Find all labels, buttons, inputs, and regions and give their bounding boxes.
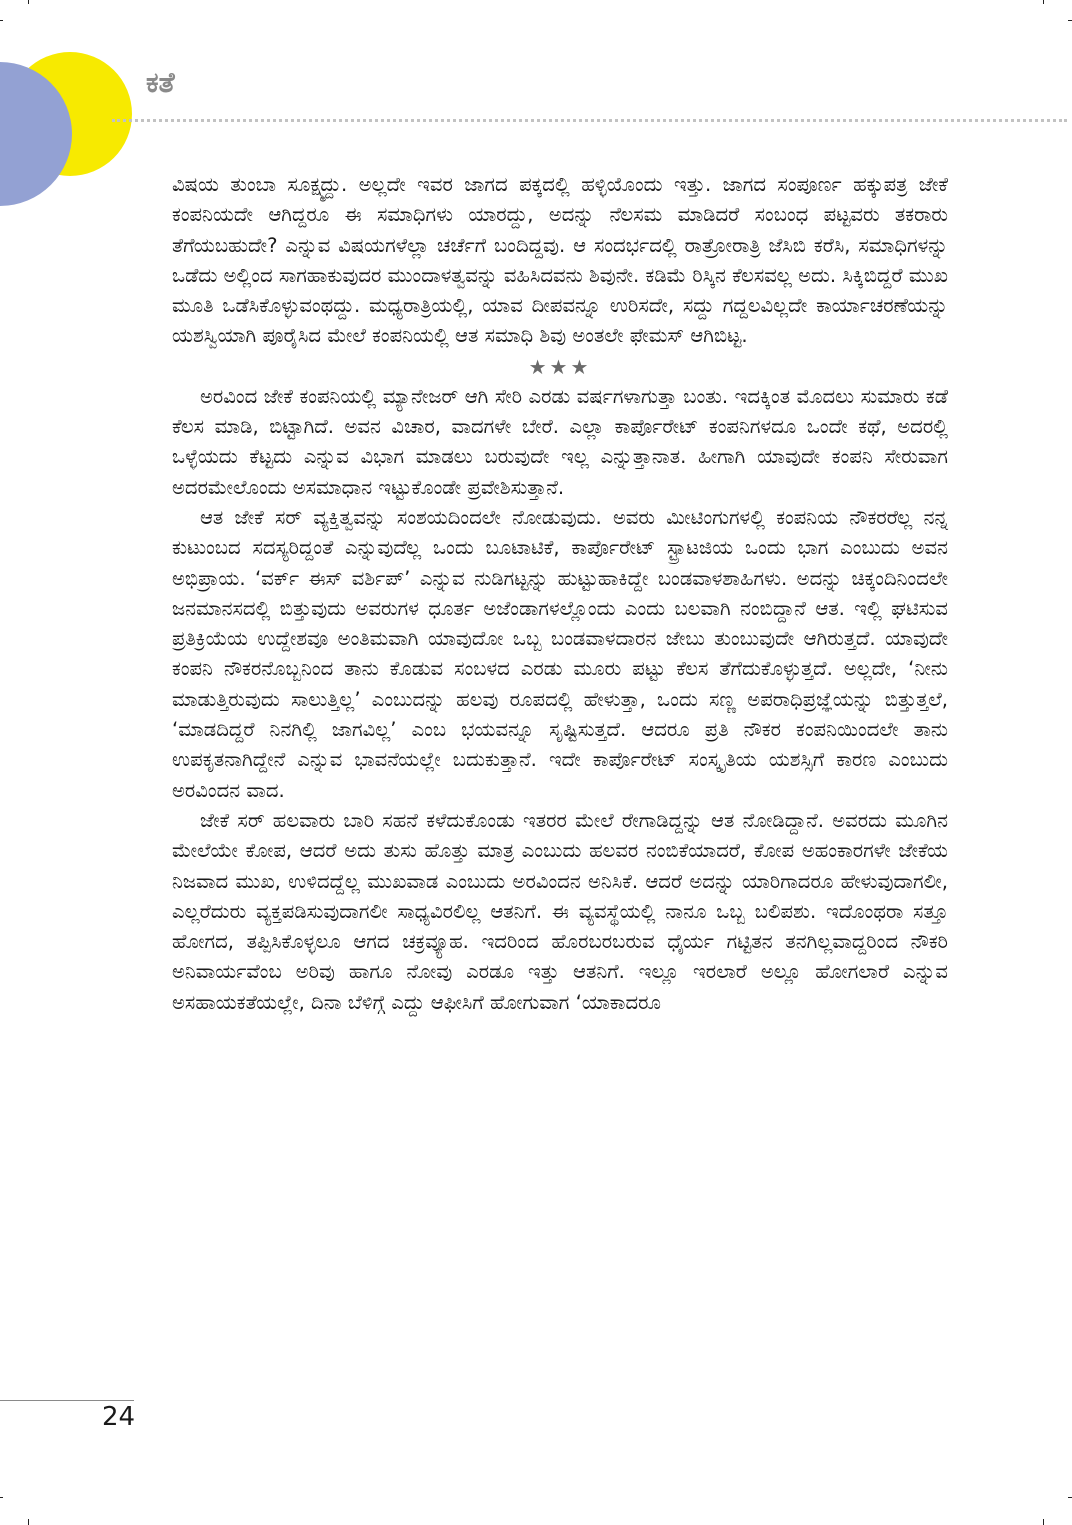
page-number: 24	[102, 1402, 136, 1432]
crop-mark	[1043, 1519, 1044, 1525]
crop-mark	[1068, 1497, 1072, 1498]
footer-rule	[0, 1400, 134, 1401]
crop-mark	[28, 1519, 29, 1525]
article-paragraph: ಜೇಕೆ ಸರ್ ಹಲವಾರು ಬಾರಿ ಸಹನೆ ಕಳೆದುಕೊಂಡು ಇತರರ ಮೇಲೆ ರೇಗಾಡಿದ್ದನ್ನು ಆತ ನೋಡಿದ್ದಾನೆ. ಅವರದು ಮೂಗಿನ ಮೇಲೆಯೇ ಕೋಪ, ಆದರೆ ಅದು ತುಸು ಹೊತ್ತು ಮಾತ್ರ ಎಂಬುದು ಹಲವರ ನಂಬಿಕೆಯಾದರೆ, ಕೋಪ ಅಹಂಕಾರಗಳೇ ಜೇಕೆಯ ನಿಜವಾದ ಮುಖ, ಉಳಿದದ್ದೆಲ್ಲ ಮುಖವಾಡ ಎಂಬುದು ಅರವಿಂದನ ಅನಿಸಿಕೆ. ಆದರೆ ಅದನ್ನು ಯಾರಿಗಾದರೂ ಹೇಳುವುದಾಗಲೀ, ಎಲ್ಲರೆದುರು ವ್ಯಕ್ತಪಡಿಸುವುದಾಗಲೀ ಸಾಧ್ಯವಿರಲಿಲ್ಲ ಆತನಿಗೆ. ಈ ವ್ಯವಸ್ಥೆಯಲ್ಲಿ ನಾನೂ ಒಬ್ಬ ಬಲಿಪಶು. ಇದೊಂಥರಾ ಸತ್ತೂ ಹೋಗದ, ತಪ್ಪಿಸಿಕೊಳ್ಳಲೂ ಆಗದ ಚಕ್ರವ್ಯೂಹ. ಇದರಿಂದ ಹೊರಬರಬರುವ ಧೈರ್ಯ ಗಟ್ಟಿತನ ತನಗಿಲ್ಲವಾದ್ದರಿಂದ ನೌಕರಿ ಅನಿವಾರ್ಯವೆಂಬ ಅರಿವು ಹಾಗೂ ನೋವು ಎರಡೂ ಇತ್ತು ಆತನಿಗೆ. ಇಲ್ಲೂ ಇರಲಾರೆ ಅಲ್ಲೂ ಹೋಗಲಾರೆ ಎನ್ನುವ ಅಸಹಾಯಕತೆಯಲ್ಲೇ, ದಿನಾ ಬೆಳಿಗ್ಗೆ ಎದ್ದು ಆಫೀಸಿಗೆ ಹೋಗುವಾಗ ‘ಯಾಕಾದರೂ	[172, 808, 948, 1014]
article-paragraph: ವಿಷಯ ತುಂಬಾ ಸೂಕ್ಷ್ಮದ್ದು. ಅಲ್ಲದೇ ಇವರ ಜಾಗದ ಪಕ್ಕದಲ್ಲಿ ಹಳ್ಳಿಯೊಂದು ಇತ್ತು. ಜಾಗದ ಸಂಪೂರ್ಣ ಹಕ್ಕುಪತ್ರ ಜೇಕೆ ಕಂಪನಿಯದೇ ಆಗಿದ್ದರೂ ಈ ಸಮಾಧಿಗಳು ಯಾರದ್ದು, ಅದನ್ನು ನೆಲಸಮ ಮಾಡಿದರೆ ಸಂಬಂಧ ಪಟ್ಟವರು ತಕರಾರು ತೆಗೆಯಬಹುದೇ? ಎನ್ನುವ ವಿಷಯಗಳೆಲ್ಲಾ ಚರ್ಚೆಗೆ ಬಂದಿದ್ದವು. ಆ ಸಂದರ್ಭದಲ್ಲಿ ರಾತ್ರೋರಾತ್ರಿ ಜೆಸಿಬಿ ಕರೆಸಿ, ಸಮಾಧಿಗಳನ್ನು ಒಡೆದು ಅಲ್ಲಿಂದ ಸಾಗಹಾಕುವುದರ ಮುಂದಾಳತ್ವವನ್ನು ವಹಿಸಿದವನು ಶಿವುನೇ. ಕಡಿಮೆ ರಿಸ್ಕಿನ ಕೆಲಸವಲ್ಲ ಅದು. ಸಿಕ್ಕಿಬಿದ್ದರೆ ಮುಖ ಮೂತಿ ಒಡೆಸಿಕೊಳ್ಳುವಂಥದ್ದು. ಮಧ್ಯರಾತ್ರಿಯಲ್ಲಿ, ಯಾವ ದೀಪವನ್ನೂ ಉರಿಸದೇ, ಸದ್ದು ಗದ್ದಲವಿಲ್ಲದೇ ಕಾರ್ಯಾಚರಣೆಯನ್ನು ಯಶಸ್ವಿಯಾಗಿ ಪೂರೈಸಿದ ಮೇಲೆ ಕಂಪನಿಯಲ್ಲಿ ಆತ ಸಮಾಧಿ ಶಿವು ಅಂತಲೇ ಫೇಮಸ್ ಆಗಿಬಿಟ್ಟ.	[172, 173, 948, 348]
section-separator: ★★★	[528, 354, 592, 379]
crop-mark	[28, 0, 29, 4]
header-dotted-divider	[112, 119, 1067, 122]
section-label: ಕತೆ	[146, 66, 175, 99]
crop-mark	[0, 20, 3, 21]
article-paragraph: ಅರವಿಂದ ಜೇಕೆ ಕಂಪನಿಯಲ್ಲಿ ಮ್ಯಾನೇಜರ್ ಆಗಿ ಸೇರಿ ಎರಡು ವರ್ಷಗಳಾಗುತ್ತಾ ಬಂತು. ಇದಕ್ಕಿಂತ ಮೊದಲು ಸುಮಾರು ಕಡೆ ಕೆಲಸ ಮಾಡಿ, ಬಿಟ್ಟಾಗಿದೆ. ಅವನ ವಿಚಾರ, ವಾದಗಳೇ ಬೇರೆ. ಎಲ್ಲಾ ಕಾರ್ಪೊರೇಟ್ ಕಂಪನಿಗಳದೂ ಒಂದೇ ಕಥೆ, ಅದರಲ್ಲಿ ಒಳ್ಳೆಯದು ಕೆಟ್ಟದು ಎನ್ನುವ ವಿಭಾಗ ಮಾಡಲು ಬರುವುದೇ ಇಲ್ಲ ಎನ್ನುತ್ತಾನಾತ. ಹೀಗಾಗಿ ಯಾವುದೇ ಕಂಪನಿ ಸೇರುವಾಗ ಅದರಮೇಲೊಂದು ಅಸಮಾಧಾನ ಇಟ್ಟುಕೊಂಡೇ ಪ್ರವೇಶಿಸುತ್ತಾನೆ.	[172, 384, 948, 499]
article-paragraph: ಆತ ಜೇಕೆ ಸರ್ ವ್ಯಕ್ತಿತ್ವವನ್ನು ಸಂಶಯದಿಂದಲೇ ನೋಡುವುದು. ಅವರು ಮೀಟಿಂಗುಗಳಲ್ಲಿ ಕಂಪನಿಯ ನೌಕರರೆಲ್ಲ ನನ್ನ ಕುಟುಂಬದ ಸದಸ್ಯರಿದ್ದಂತೆ ಎನ್ನುವುದೆಲ್ಲ ಒಂದು ಬೂಟಾಟಿಕೆ, ಕಾರ್ಪೊರೇಟ್ ಸ್ಟ್ರಾಟಜಿಯ ಒಂದು ಭಾಗ ಎಂಬುದು ಅವನ ಅಭಿಪ್ರಾಯ. ‘ವರ್ಕ್ ಈಸ್ ವರ್ಶಿಪ್’ ಎನ್ನುವ ನುಡಿಗಟ್ಟನ್ನು ಹುಟ್ಟುಹಾಕಿದ್ದೇ ಬಂಡವಾಳಶಾಹಿಗಳು. ಅದನ್ನು ಚಿಕ್ಕಂದಿನಿಂದಲೇ ಜನಮಾನಸದಲ್ಲಿ ಬಿತ್ತುವುದು ಅವರುಗಳ ಧೂರ್ತ ಅಜೆಂಡಾಗಳಲ್ಲೊಂದು ಎಂದು ಬಲವಾಗಿ ನಂಬಿದ್ದಾನೆ ಆತ. ಇಲ್ಲಿ ಘಟಿಸುವ ಪ್ರತಿಕ್ರಿಯೆಯ ಉದ್ದೇಶವೂ ಅಂತಿಮವಾಗಿ ಯಾವುದೋ ಒಬ್ಬ ಬಂಡವಾಳದಾರನ ಜೇಬು ತುಂಬುವುದೇ ಆಗಿರುತ್ತದೆ. ಯಾವುದೇ ಕಂಪನಿ ನೌಕರನೊಬ್ಬನಿಂದ ತಾನು ಕೊಡುವ ಸಂಬಳದ ಎರಡು ಮೂರು ಪಟ್ಟು ಕೆಲಸ ತೆಗೆದುಕೊಳ್ಳುತ್ತದೆ. ಅಲ್ಲದೇ, ‘ನೀನು ಮಾಡುತ್ತಿರುವುದು ಸಾಲುತ್ತಿಲ್ಲ’ ಎಂಬುದನ್ನು ಹಲವು ರೂಪದಲ್ಲಿ ಹೇಳುತ್ತಾ, ಒಂದು ಸಣ್ಣ ಅಪರಾಧಿಪ್ರಜ್ಞೆಯನ್ನು ಬಿತ್ತುತ್ತಲೆ, ‘ಮಾಡದಿದ್ದರೆ ನಿನಗಿಲ್ಲಿ ಜಾಗವಿಲ್ಲ’ ಎಂಬ ಭಯವನ್ನೂ ಸೃಷ್ಟಿಸುತ್ತದೆ. ಆದರೂ ಪ್ರತಿ ನೌಕರ ಕಂಪನಿಯಿಂದಲೇ ತಾನು ಉಪಕೃತನಾಗಿದ್ದೇನೆ ಎನ್ನುವ ಭಾವನೆಯಲ್ಲೇ ಬದುಕುತ್ತಾನೆ. ಇದೇ ಕಾರ್ಪೊರೇಟ್ ಸಂಸ್ಕೃತಿಯ ಯಶಸ್ಸಿಗೆ ಕಾರಣ ಎಂಬುದು ಅರವಿಂದನ ವಾದ.	[172, 505, 948, 802]
crop-mark	[1043, 0, 1044, 4]
article-body	[172, 170, 948, 1018]
crop-mark	[1068, 20, 1072, 21]
crop-mark	[0, 1497, 3, 1498]
